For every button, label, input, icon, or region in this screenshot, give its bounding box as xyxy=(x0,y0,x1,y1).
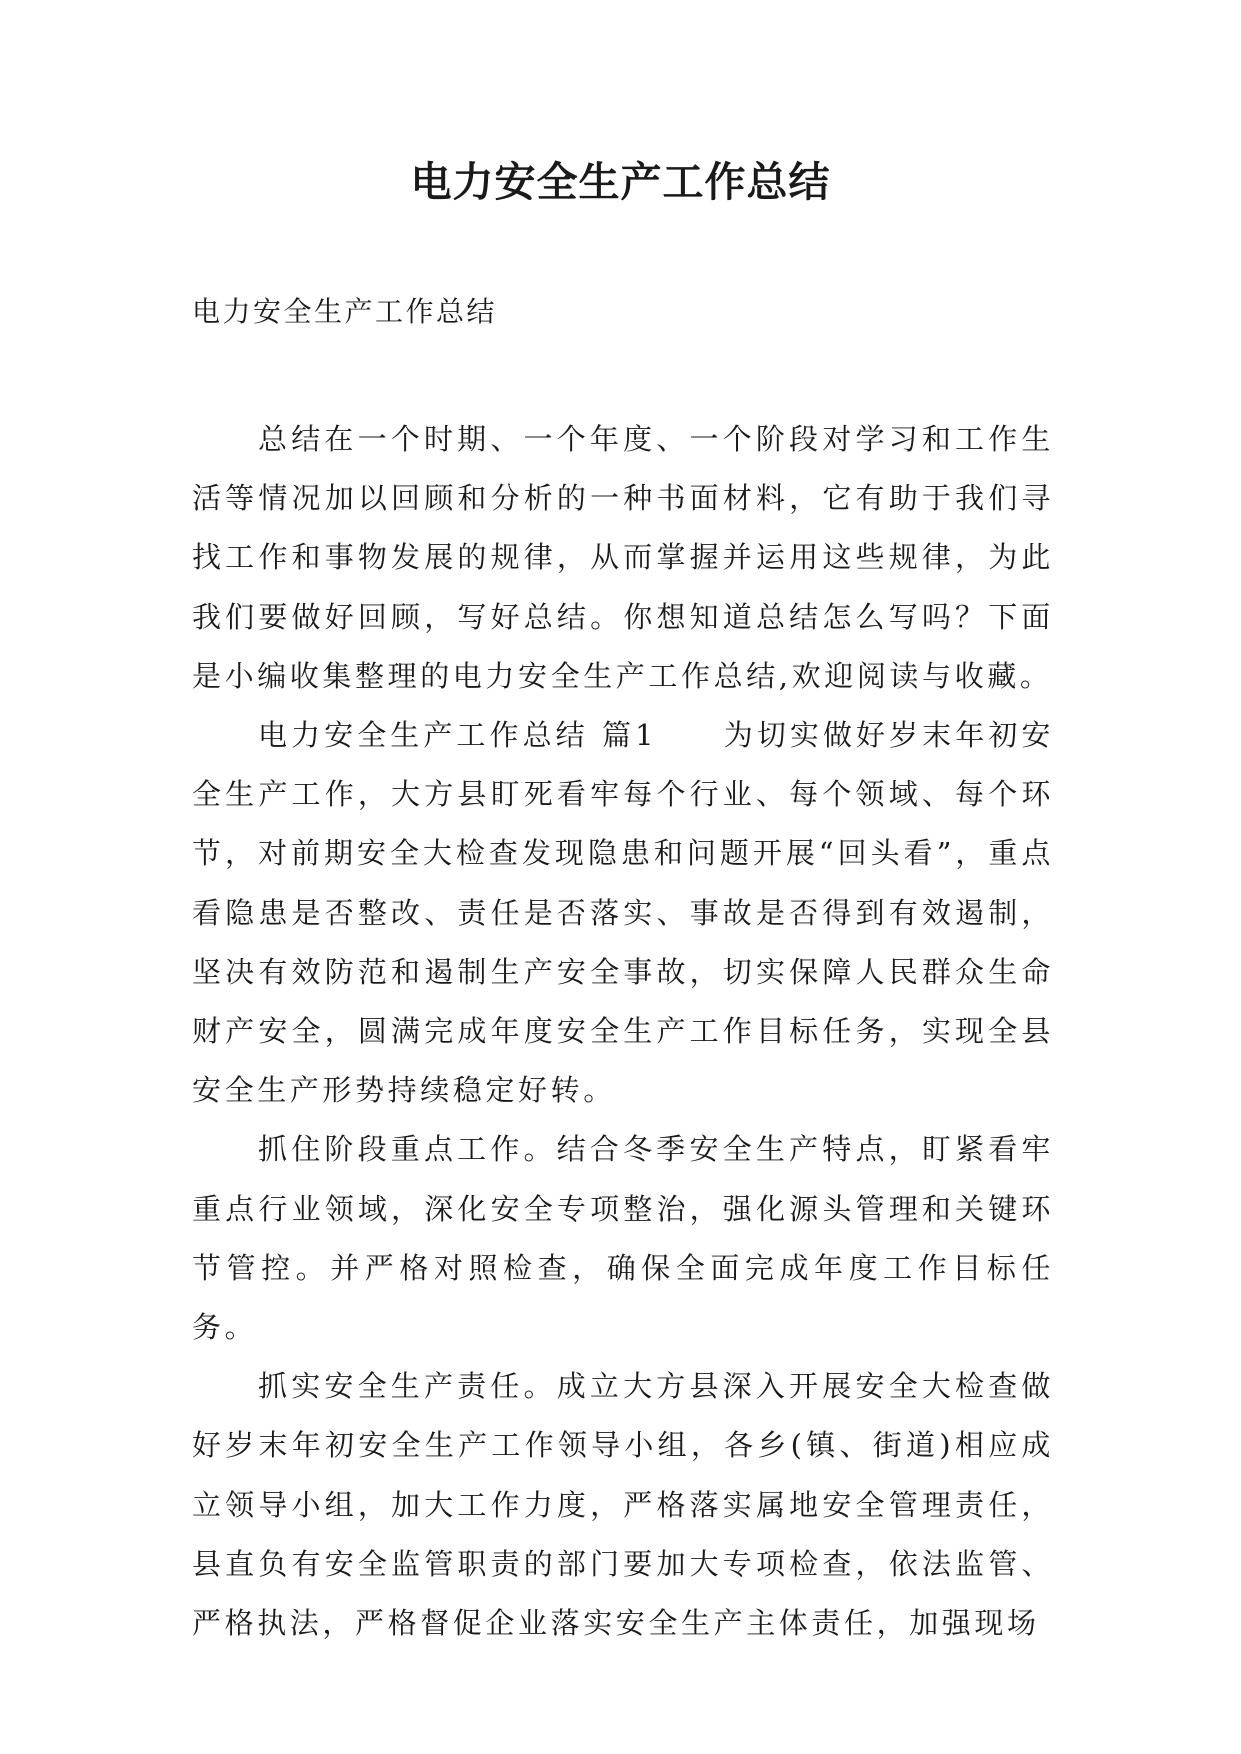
document-subtitle: 电力安全生产工作总结 xyxy=(192,295,498,328)
paragraph-intro: 总结在一个时期、一个年度、一个阶段对学习和工作生活等情况加以回顾和分析的一种书面材料，它有助于我们寻找工作和事物发展的规律，从而掌握并运用这些规律，为此我们要做好回顾，写好总结。你想知道总结怎么写吗？下面是小编收集整理的电力安全生产工作总结,欢迎阅读与收藏。 xyxy=(192,422,1054,693)
document-body xyxy=(192,410,1054,1653)
paragraph-responsibility: 抓实安全生产责任。成立大方县深入开展安全大检查做好岁末年初安全生产工作领导小组，各乡(镇、街道)相应成立领导小组，加大工作力度，严格落实属地安全管理责任，县直负有安全监管职责的部门要加大专项检查，依法监管、严格执法，严格督促企业落实安全生产主体责任，加强现场 xyxy=(192,1369,1054,1641)
paragraph-part-1: 电力安全生产工作总结 篇1 为切实做好岁末年初安全生产工作，大方县盯死看牢每个行业、每个领域、每个环节，对前期安全大检查发现隐患和问题开展“回头看”，重点看隐患是否整改、责任是否落实、事故是否得到有效遏制，坚决有效防范和遏制生产安全事故，切实保障人民群众生命财产安全，圆满完成年度安全生产工作目标任务，实现全县安全生产形势持续稳定好转。 xyxy=(192,718,1054,1108)
document-title: 电力安全生产工作总结 xyxy=(410,158,831,206)
paragraph-key-work: 抓住阶段重点工作。结合冬季安全生产特点，盯紧看牢重点行业领域，深化安全专项整治，强化源头管理和关键环节管控。并严格对照检查，确保全面完成年度工作目标任务。 xyxy=(192,1132,1054,1345)
